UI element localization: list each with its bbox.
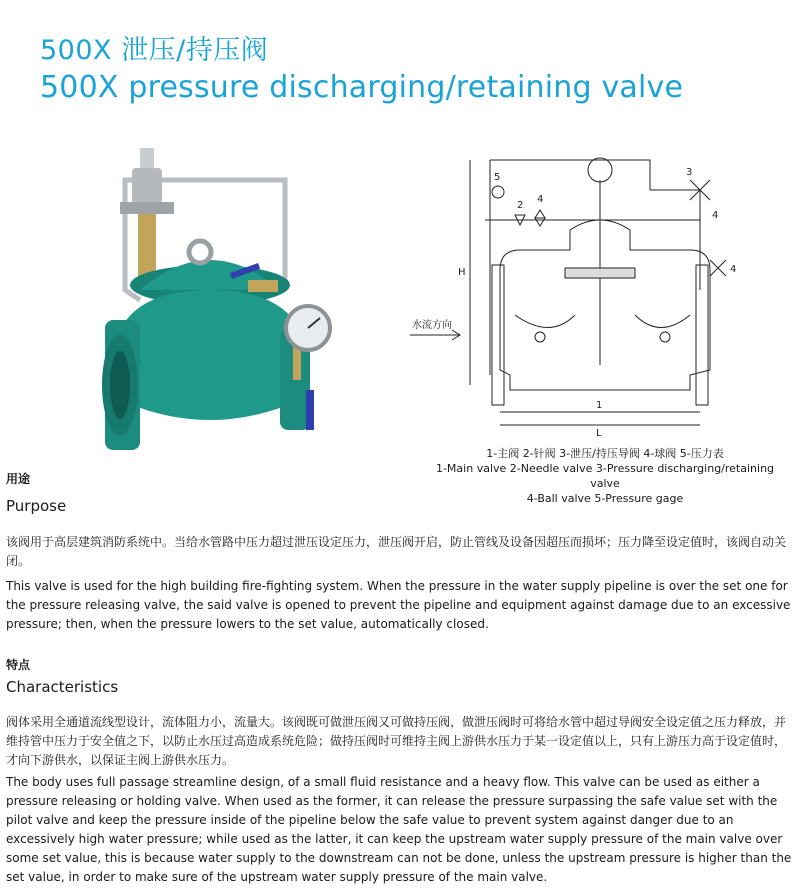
flow-direction-label: 水流方向 <box>412 320 452 331</box>
legend-line-cn: 1-主阀 2-针阀 3-泄压/持压导阀 4-球阀 5-压力表 <box>486 447 724 460</box>
title-english: 500X pressure discharging/retaining valve <box>40 70 684 105</box>
characteristics-heading-en: Characteristics <box>6 678 119 696</box>
characteristics-text-cn: 阀体采用全通道流线型设计，流体阻力小，流量大。该阀既可做泄压阀又可做持压阀，做泄压阀时可将给水管中超过导阀安全设定值之压力释放，并维持管中压力于安全值之下，以防止水压过高造成系统危险；做持压阀时可维持主阀上游供水压力于某一设定值以上，只有上游压力高于设定值时，才向下游供水，以保证主阀上游供水压力。 <box>6 715 787 767</box>
callout-4a: 4 <box>537 194 544 205</box>
purpose-heading-cn: 用途 <box>6 472 31 486</box>
title-chinese: 500X 泄压/持压阀 <box>40 35 269 66</box>
purpose-text-en: This valve is used for the high building fire-fighting system. When the pressure in the water supply pipeline is over the set one for the pressure releasing valve, the said valve is opened to prevent the pipeline and equipment against damage due to an excessive pressure; then, when the pressure lowers to the set value, automatically closed. <box>6 579 791 631</box>
valve-photo <box>80 140 380 450</box>
characteristics-heading-cn: 特点 <box>6 658 31 672</box>
dimension-1-label: 1 <box>596 400 603 411</box>
legend-line-en-2: 4-Ball valve 5-Pressure gage <box>526 492 684 505</box>
valve-schematic-diagram <box>400 140 790 440</box>
callout-3: 3 <box>686 167 693 178</box>
callout-5: 5 <box>494 172 501 183</box>
dimension-h-label: H <box>458 267 466 278</box>
dimension-l-label: L <box>596 428 602 439</box>
characteristics-text-en: The body uses full passage streamline design, of a small fluid resistance and a heavy flow. This valve can be used as either a pressure releasing or holding valve. When used as the former, it can release the pressure surpassing the safe value set with the pilot valve and keep the pressure inside of the pipeline below the safe value to prevent system against danger due to an excessively high water pressure; while used as the latter, it can keep the upstream water supply pressure of the main valve over some set value, this is because water supply to the downstream can not be done, unless the upstream pressure is higher than the set value, in order to make sure of the upstream water supply pressure of the main valve. <box>6 775 792 884</box>
diagram-legend <box>420 446 790 506</box>
purpose-text-cn: 该阀用于高层建筑消防系统中。当给水管路中压力超过泄压设定压力，泄压阀开启，防止管线及设备因超压而损坏；压力降至设定值时，该阀自动关闭。 <box>6 535 787 568</box>
purpose-heading-en: Purpose <box>6 497 67 515</box>
callout-4b: 4 <box>712 210 719 221</box>
callout-2: 2 <box>517 200 524 211</box>
callout-4c: 4 <box>730 264 737 275</box>
legend-line-en-1: 1-Main valve 2-Needle valve 3-Pressure discharging/retaining valve <box>435 462 775 490</box>
